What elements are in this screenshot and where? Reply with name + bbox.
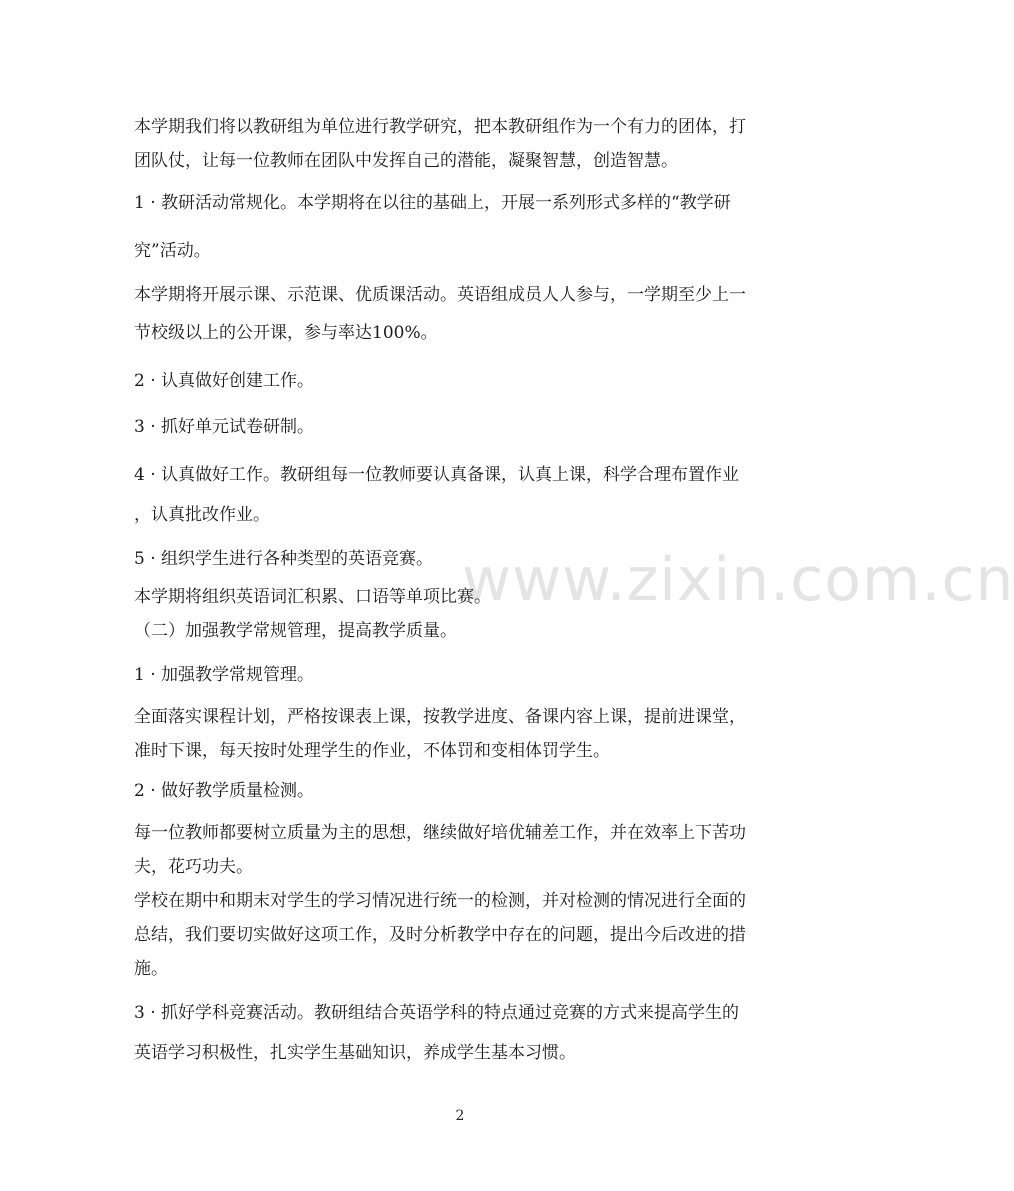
- text-line: 每一位教师都要树立质量为主的思想，继续做好培优辅差工作，并在效率上下苦功: [134, 823, 746, 843]
- text-line: 究”活动。: [134, 241, 211, 261]
- paragraph-subitem-2: [134, 774, 794, 808]
- text-line: 2 · 做好教学质量检测。: [134, 781, 315, 801]
- paragraph-subitem-3: [134, 996, 794, 1070]
- section-heading-2: [134, 614, 794, 648]
- paragraph-demo-lessons: [134, 278, 794, 350]
- text-line: 准时下课，每天按时处理学生的作业，不体罚和变相体罚学生。: [134, 741, 610, 761]
- text-line: 本学期将组织英语词汇积累、口语等单项比赛。: [134, 587, 491, 607]
- paragraph-subitem-1: [134, 658, 794, 692]
- text-line: ，认真批改作业。: [134, 505, 270, 525]
- paragraph-item-3: [134, 410, 794, 444]
- text-line: 5 · 组织学生进行各种类型的英语竞赛。: [134, 549, 434, 569]
- text-line: 本学期我们将以教研组为单位进行教学研究，把本教研组作为一个有力的团体，打: [134, 117, 746, 137]
- watermark: www.zixin.com.cn: [462, 545, 1014, 615]
- text-line: 节校级以上的公开课，参与率达100%。: [134, 323, 438, 343]
- text-line: 1 · 加强教学常规管理。: [134, 665, 315, 685]
- text-line: 全面落实课程计划，严格按课表上课，按教学进度、备课内容上课，提前进课堂，: [134, 707, 746, 727]
- text-line: 3 · 抓好学科竞赛活动。教研组结合英语学科的特点通过竞赛的方式来提高学生的: [134, 1003, 740, 1023]
- paragraph-competitions: [134, 580, 794, 614]
- paragraph-item-1: [134, 186, 794, 268]
- text-line: 2 · 认真做好创建工作。: [134, 371, 315, 391]
- paragraph-item-4: [134, 458, 794, 532]
- text-line: 1 · 教研活动常规化。本学期将在以往的基础上，开展一系列形式多样的“教学研: [134, 193, 731, 213]
- paragraph-quality: [134, 816, 794, 884]
- text-line: 4 · 认真做好工作。教研组每一位教师要认真备课，认真上课，科学合理布置作业: [134, 465, 740, 485]
- text-line: 团队仗，让每一位教师在团队中发挥自己的潜能，凝聚智慧，创造智慧。: [134, 151, 678, 171]
- text-line: （二）加强教学常规管理，提高教学质量。: [134, 621, 457, 641]
- text-line: 3 · 抓好单元试卷研制。: [134, 417, 315, 437]
- paragraph-curriculum: [134, 700, 794, 768]
- paragraph-item-5: [134, 542, 794, 576]
- paragraph-testing: [134, 884, 794, 986]
- text-line: 英语学习积极性，扎实学生基础知识，养成学生基本习惯。: [134, 1043, 576, 1063]
- text-line: 本学期将开展示课、示范课、优质课活动。英语组成员人人参与，一学期至少上一: [134, 285, 746, 305]
- text-line: 夫，花巧功夫。: [134, 857, 253, 877]
- text-line: 施。: [134, 959, 168, 979]
- paragraph-intro: [134, 110, 794, 178]
- page-number: 2: [455, 1108, 465, 1124]
- paragraph-item-2: [134, 364, 794, 398]
- text-line: 学校在期中和期末对学生的学习情况进行统一的检测，并对检测的情况进行全面的: [134, 891, 746, 911]
- text-line: 总结，我们要切实做好这项工作，及时分析教学中存在的问题，提出今后改进的措: [134, 925, 746, 945]
